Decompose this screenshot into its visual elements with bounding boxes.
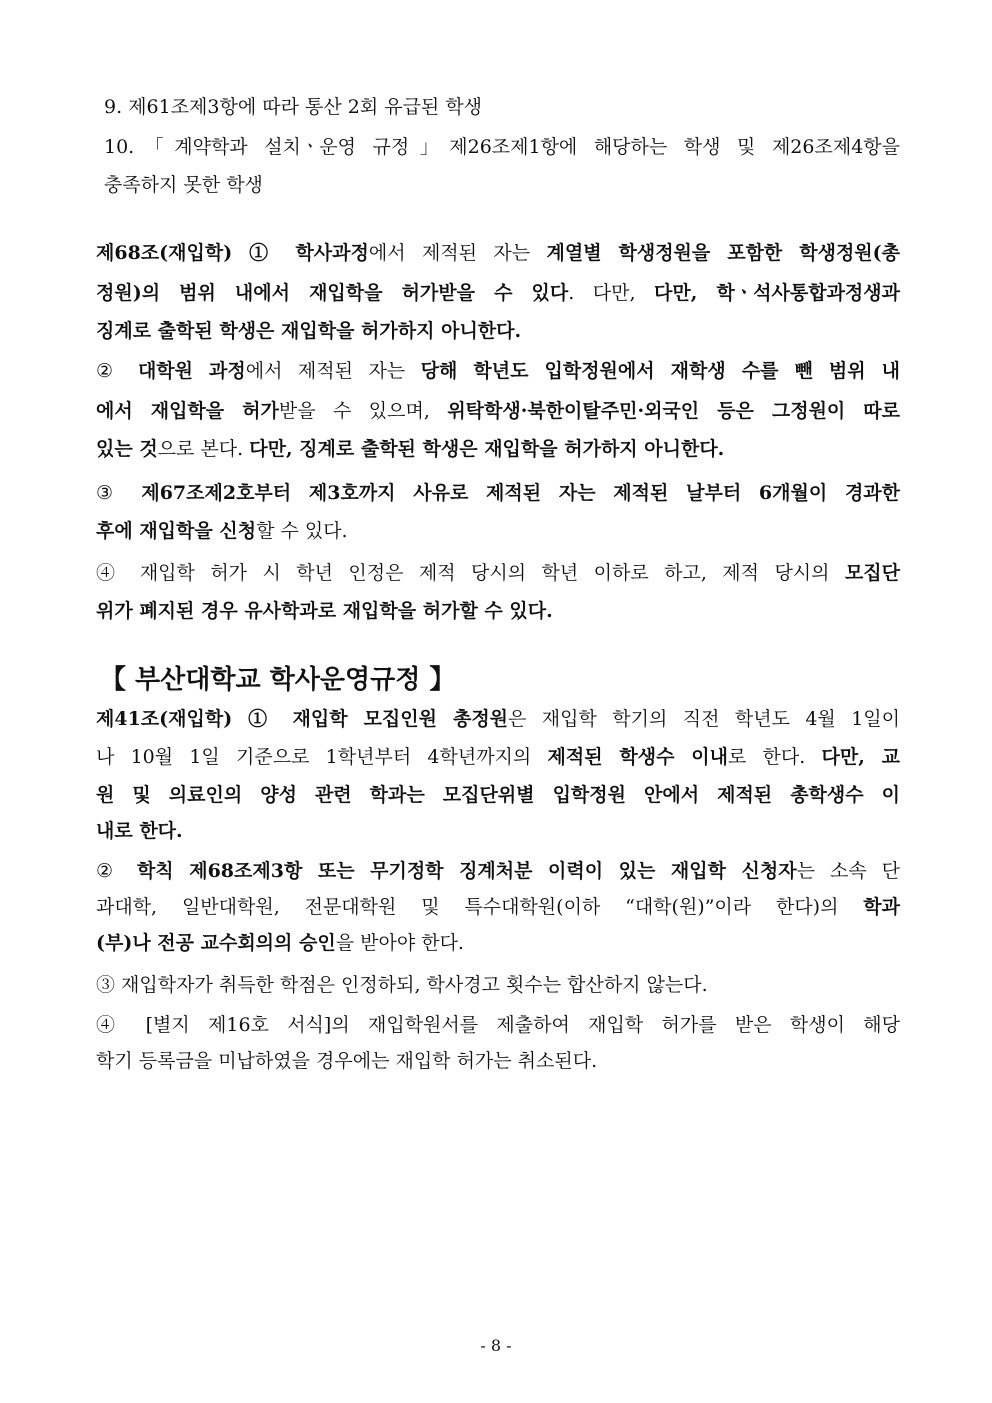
bold-text-run: 위탁학생·북한이탈주민·외국인 등은 그정원이 따로: [447, 400, 900, 422]
bold-text-run: 학사과정: [295, 242, 369, 264]
text-run: 받을 수 있으며,: [278, 400, 448, 422]
bold-text-run: 제67조제2호부터 제3호까지 사유로 제적된 자는 제적된 날부터 6개월이 경과한: [141, 482, 901, 504]
bold-text-run: 제68조(재입학) ①: [96, 242, 296, 264]
art68-p4-line1: [96, 560, 900, 586]
art68-p2-line1: [96, 358, 900, 384]
bold-text-run: 에서 재입학을 허가: [96, 400, 279, 422]
text-run: 으로 본다.: [157, 438, 250, 460]
text-run: 과대학, 일반대학원, 전문대학원 및 특수대학원(이하 “대학(원)”이라 한다)의: [96, 896, 864, 918]
list-item-10: 10.「계약학과 설치ㆍ운영 규정」제26조제1항에 해당하는 학생 및 제26조제4항을: [104, 136, 900, 158]
text-run: ④ 재입학 허가 시 학년 인정은 제적 당시의 학년 이하로 하고, 제적 당시의: [96, 562, 845, 584]
text-run: ③: [96, 482, 142, 504]
bold-text-run: 있는 것: [96, 438, 158, 460]
bold-text-run: 재입학 모집인원 총정원: [292, 708, 509, 730]
text-run: 로 한다.: [727, 746, 822, 768]
text-run: ②: [96, 860, 137, 882]
art68-p3-line1: [96, 480, 900, 506]
text-run: 는 소속 단: [796, 860, 901, 882]
bold-text-run: 모집단: [844, 562, 900, 584]
art41-p4-line1: [96, 1012, 900, 1038]
bold-text-run: 원 및 의료인의 양성 관련 학과는 모집단위별 입학정원 안에서 제적된 총학생수 이: [96, 784, 900, 806]
page-number: - 8 -: [480, 1336, 512, 1355]
section-heading: 【 부산대학교 학사운영규정 】: [100, 665, 456, 695]
bold-text-run: 계열별 학생정원을 포함한 학생정원(총: [546, 242, 900, 264]
list-item-10-continued: 충족하지 못한 학생: [104, 174, 263, 196]
bold-text-run: 내로 한다.: [96, 820, 183, 842]
art41-p2-line2: [96, 894, 900, 920]
art41-p4-line2: [96, 1048, 900, 1074]
text-run: 을 받아야 한다.: [335, 932, 464, 954]
list-item-9: 9. 제61조제3항에 따라 통산 2회 유급된 학생: [104, 96, 483, 118]
bold-text-run: 정원)의 범위 내에서 재입학을 허가받을 수 있다: [96, 282, 569, 304]
text-run: . 다만,: [568, 282, 655, 304]
bold-text-run: 제41조(재입학) ①: [96, 708, 293, 730]
art41-p1-line2: [96, 744, 900, 770]
text-run: ④ [별지 제16호 서식]의 재입학원서를 제출하여 재입학 허가를 받은 학생이 해당: [96, 1014, 900, 1036]
art68-p4-line2: [96, 598, 900, 624]
art41-p3-line1: [96, 972, 900, 998]
art41-p1-line3: [96, 782, 900, 808]
bold-text-run: 대학원 과정: [137, 360, 246, 382]
text-run: 할 수 있다.: [256, 520, 348, 542]
text-run: ②: [96, 360, 138, 382]
art68-p1-line1: [96, 240, 900, 266]
bold-text-run: 위가 폐지된 경우 유사학과로 재입학을 허가할 수 있다.: [96, 600, 553, 622]
art68-p2-line3: [96, 436, 900, 462]
text-run: ③ 재입학자가 취득한 학점은 인정하되, 학사경고 횟수는 합산하지 않는다.: [96, 974, 708, 996]
art41-p2-line1: [96, 858, 900, 884]
text-run: 에서 제적된 자는: [368, 242, 547, 264]
text-run: 에서 제적된 자는: [245, 360, 421, 382]
art68-p3-line2: [96, 518, 900, 544]
art68-p1-line2: [96, 280, 900, 306]
art41-p1-line4: [96, 818, 900, 844]
art68-p1-line3: [96, 318, 900, 344]
bold-text-run: 제적된 학생수 이내: [547, 746, 728, 768]
bold-text-run: 학과: [863, 896, 900, 918]
text-run: 학기 등록금을 미납하였을 경우에는 재입학 허가는 취소된다.: [96, 1050, 598, 1072]
bold-text-run: (부)나 전공 교수회의의 승인: [96, 932, 336, 954]
bold-text-run: 후에 재입학을 신청: [96, 520, 257, 542]
bold-text-run: 당해 학년도 입학정원에서 재학생 수를 뺀 범위 내: [420, 360, 900, 382]
art41-p2-line3: [96, 930, 900, 956]
bold-text-run: 징계로 출학된 학생은 재입학을 허가하지 아니한다.: [96, 320, 522, 342]
text-run: 은 재입학 학기의 직전 학년도 4월 1일이: [508, 708, 900, 730]
bold-text-run: 다만, 교: [821, 746, 900, 768]
bold-text-run: 다만, 학ㆍ석사통합과정생과: [654, 282, 900, 304]
bold-text-run: 학칙 제68조제3항 또는 무기정학 징계처분 이력이 있는 재입학 신청자: [136, 860, 797, 882]
art41-p1-line1: [96, 706, 900, 732]
bold-text-run: 다만, 징계로 출학된 학생은 재입학을 허가하지 아니한다.: [249, 438, 725, 460]
text-run: 나 10월 1일 기준으로 1학년부터 4학년까지의: [96, 746, 548, 768]
art68-p2-line2: [96, 398, 900, 424]
